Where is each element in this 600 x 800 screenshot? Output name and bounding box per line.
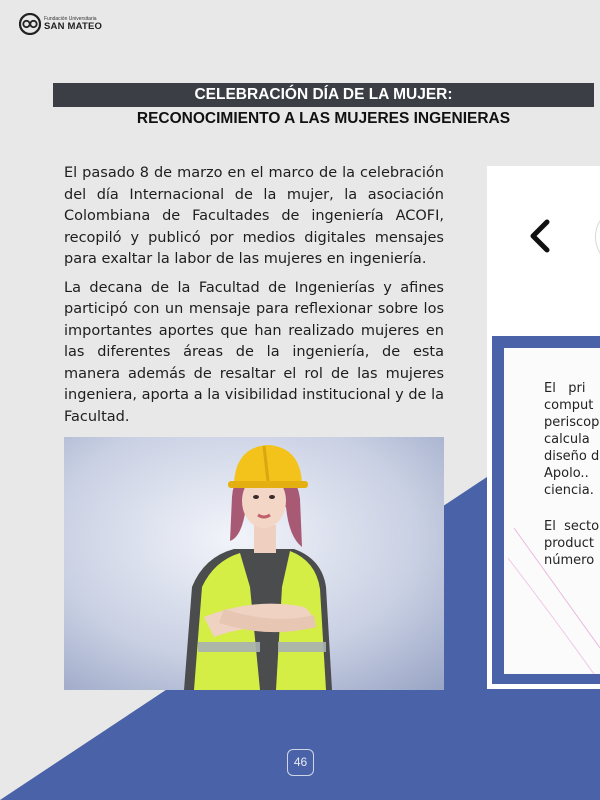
brand-small-text: Fundación Universitaria [44, 15, 97, 22]
avatar-circle [595, 206, 600, 268]
poster-paragraph-1: El pri comput periscop calcula diseño d Apolo.. ciencia. [544, 381, 600, 498]
poster-paragraph-2: El secto product número [544, 519, 600, 568]
article-paragraph-1: El pasado 8 de marzo en el marco de la celebración del día Internacional de la mujer, la asociación Colombiana de Facultades de ingeniería ACOFI, recopiló y publicó por medios digitales mensajes para exaltar la labor de las mujeres en ingeniería. [64, 165, 444, 267]
page-subtitle: RECONOCIMIENTO A LAS MUJERES INGENIERAS [136, 110, 511, 127]
brand-name: SAN MATEO [44, 20, 103, 32]
page-title: CELEBRACIÓN DÍA DE LA MUJER: [194, 86, 453, 103]
engineer-photo [64, 437, 444, 690]
article-body [64, 163, 444, 435]
page-number: 46 [287, 749, 314, 776]
logo-icon [19, 13, 41, 35]
poster-content [504, 348, 600, 674]
article-paragraph-2: La decana de la Facultad de Ingenierías y afines participó con un mensaje para reflexionar sobre los importantes aportes que han realizado mujeres en las diferentes áreas de la ingeniería, de esta manera además de resaltar el rol de las mujeres ingeniera, aporta a la visibilidad institucional y de la Facultad. [64, 279, 444, 425]
chevron-left-icon [527, 218, 551, 254]
brand-logo [19, 13, 102, 35]
